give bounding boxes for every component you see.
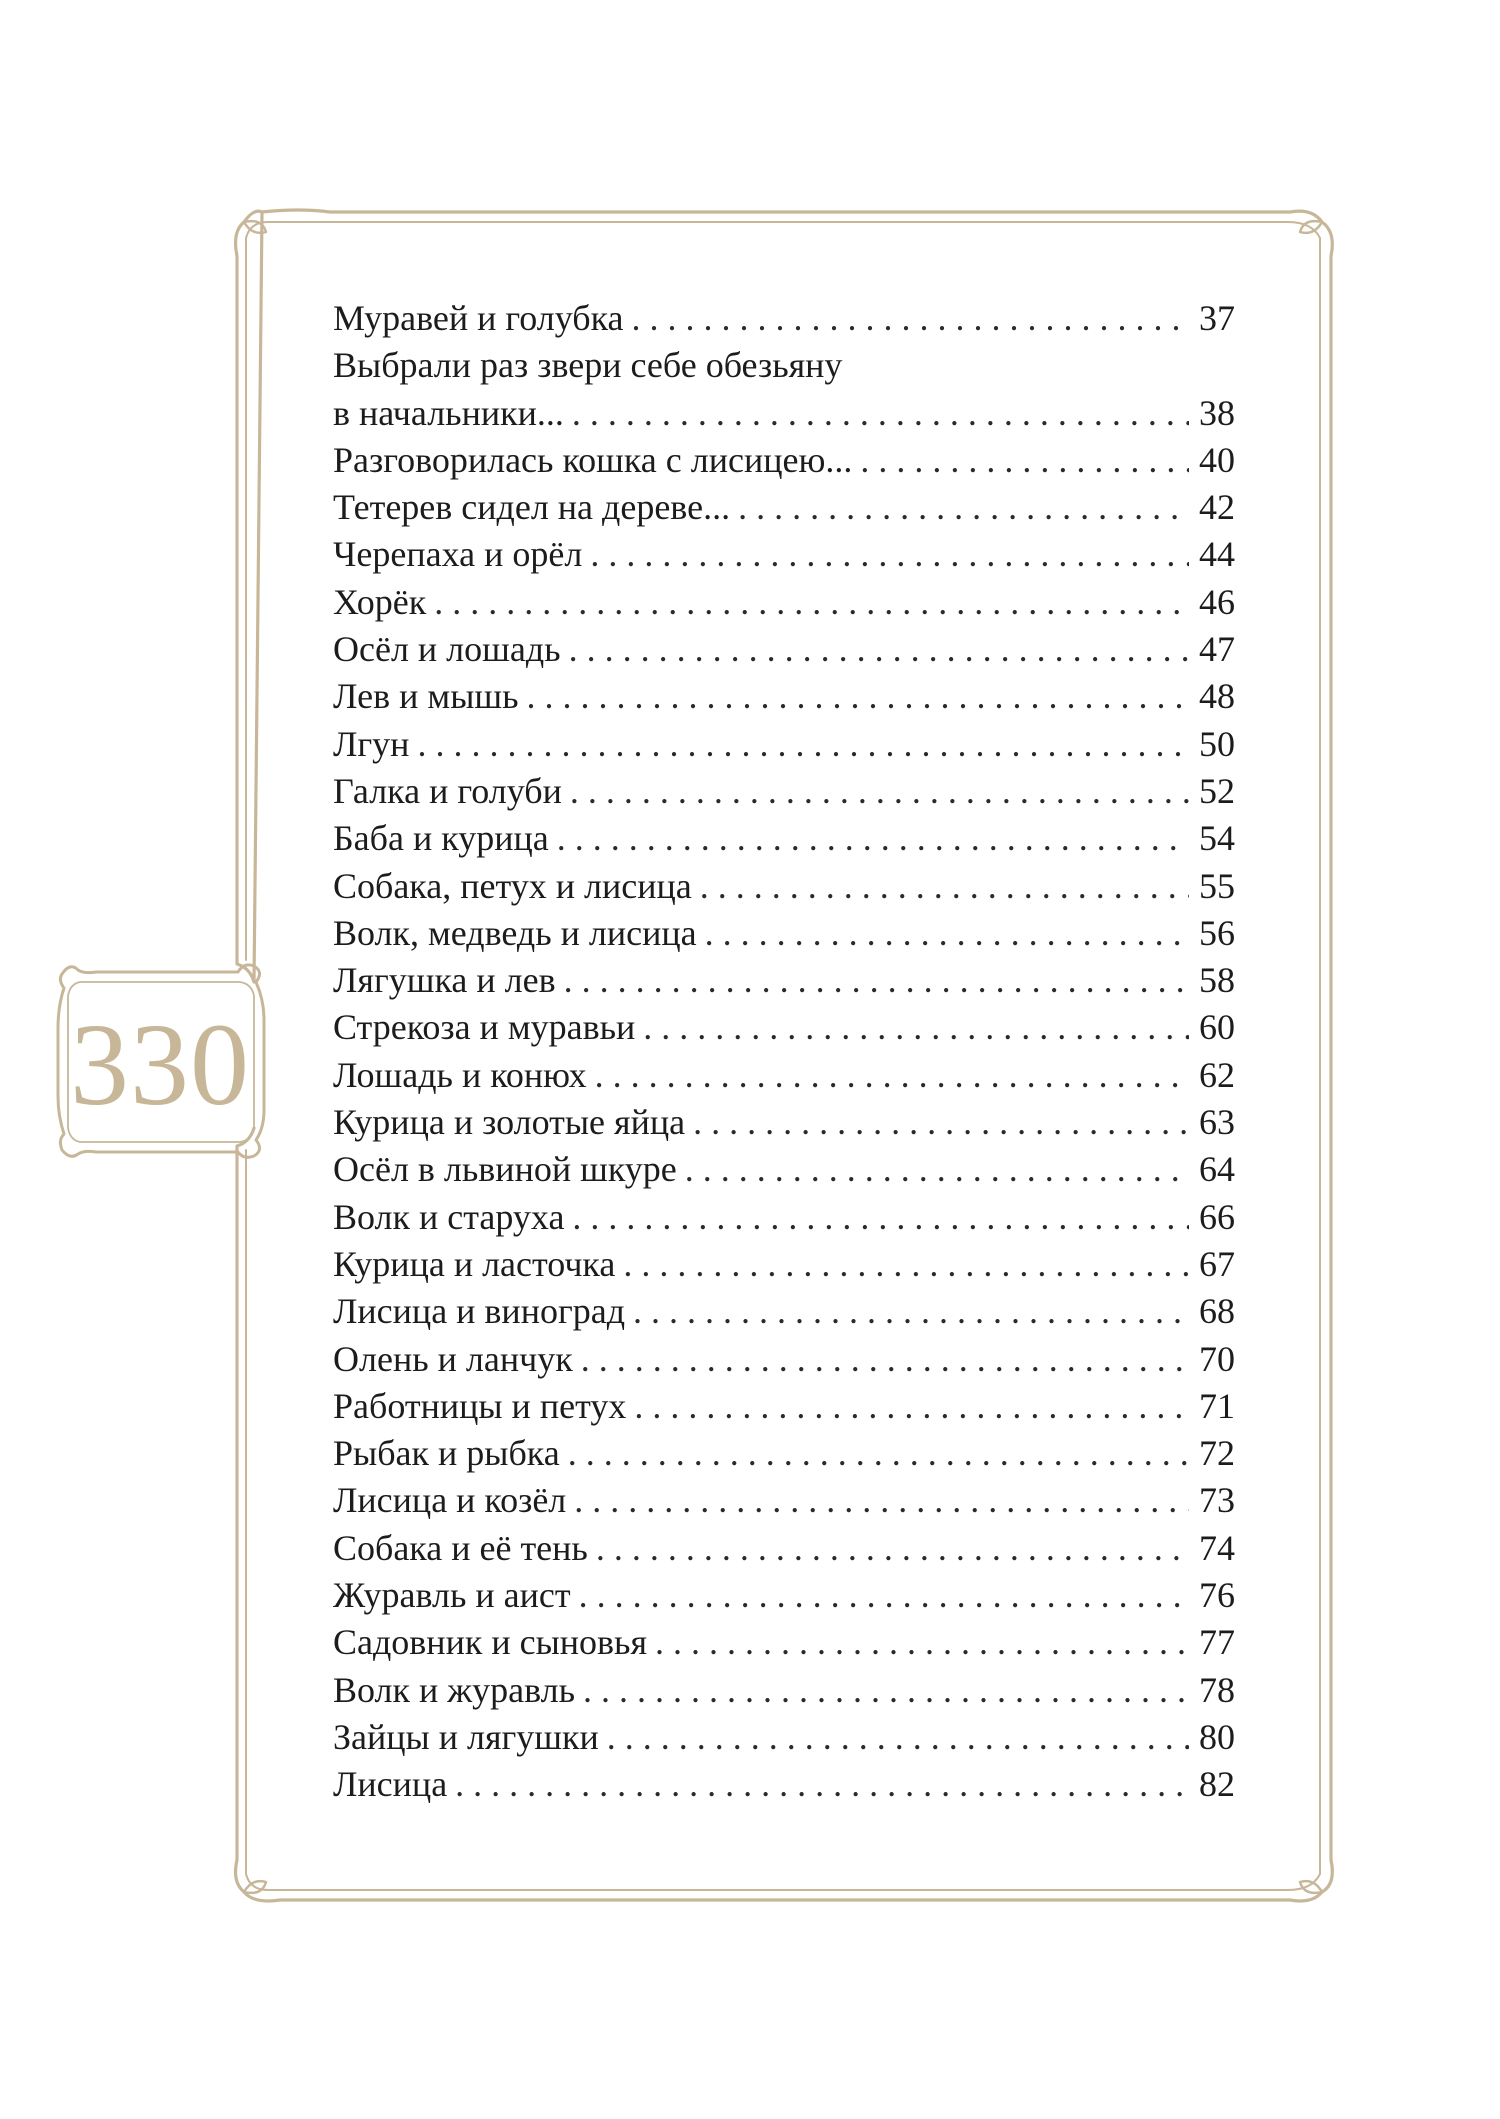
toc-entry-page: 56 <box>1199 912 1235 953</box>
toc-entry-page: 37 <box>1199 298 1235 338</box>
toc-entry-page: 70 <box>1199 1338 1235 1379</box>
toc-dot-leader <box>634 1383 1189 1430</box>
toc-entry[interactable] <box>333 1052 1235 1099</box>
toc-entry-title: Лев и мышь <box>333 676 519 717</box>
toc-entry-page: 64 <box>1199 1149 1235 1190</box>
toc-entry-title: Садовник и сыновья <box>333 1622 647 1663</box>
toc-entry[interactable] <box>333 910 1235 957</box>
page-number: 330 <box>70 999 250 1130</box>
toc-entry-page: 78 <box>1199 1669 1235 1710</box>
toc-dot-leader <box>417 721 1189 768</box>
toc-entry-title: Волк и старуха <box>333 1196 565 1237</box>
toc-entry[interactable] <box>333 1430 1235 1477</box>
toc-dot-leader <box>572 390 1189 437</box>
toc-entry-page: 73 <box>1199 1480 1235 1521</box>
toc-dot-leader <box>623 1241 1189 1288</box>
toc-entry-page: 72 <box>1199 1433 1235 1474</box>
toc-dot-leader <box>643 1004 1189 1051</box>
toc-entry-page: 47 <box>1199 629 1235 670</box>
toc-entry-page: 67 <box>1199 1243 1235 1284</box>
corner-flourish-br <box>1300 1881 1322 1893</box>
toc-entry-title: Лошадь и конюх <box>333 1054 587 1095</box>
toc-dot-leader <box>579 1572 1189 1619</box>
toc-entry-title: Курица и золотые яйца <box>333 1102 686 1143</box>
toc-entry-title: Тетерев сидел на дереве... <box>333 487 731 528</box>
toc-entry-page: 80 <box>1199 1716 1235 1757</box>
toc-entry-title: Разговорилась кошка с лисицею... <box>333 439 853 480</box>
toc-entry-title: Лисица и козёл <box>333 1480 567 1521</box>
toc-dot-leader <box>596 1525 1189 1572</box>
toc-dot-leader <box>693 1099 1189 1146</box>
toc-dot-leader <box>568 1430 1189 1477</box>
toc-entry-page: 46 <box>1199 581 1235 622</box>
toc-entry[interactable] <box>333 1619 1235 1666</box>
toc-entry-page: 58 <box>1199 960 1235 1001</box>
toc-dot-leader <box>590 531 1189 578</box>
toc-entry-title: Рыбак и рыбка <box>333 1433 560 1474</box>
toc-entry-page: 60 <box>1199 1007 1235 1048</box>
toc-entry-title: в начальники... <box>333 392 564 433</box>
toc-entry[interactable] <box>333 1288 1235 1335</box>
toc-entry-title-line1: Выбрали раз звери себе обезьяну <box>333 345 843 386</box>
toc-entry-title: Лисица и виноград <box>333 1291 626 1332</box>
toc-dot-leader <box>564 957 1189 1004</box>
toc-entry-page: 71 <box>1199 1385 1235 1426</box>
toc-entry-title: Журавль и аист <box>333 1575 571 1616</box>
toc-entry-page: 42 <box>1199 487 1235 528</box>
toc-entry-title: Лягушка и лев <box>333 960 556 1001</box>
toc-entry-page: 77 <box>1199 1622 1235 1663</box>
toc-entry[interactable] <box>333 531 1235 578</box>
toc-dot-leader <box>574 1477 1189 1524</box>
toc-dot-leader <box>655 1619 1189 1666</box>
toc-entry-title: Олень и ланчук <box>333 1338 573 1379</box>
toc-dot-leader <box>607 1714 1189 1761</box>
toc-entry[interactable] <box>333 1761 1235 1808</box>
toc-entry[interactable] <box>333 1336 1235 1383</box>
toc-dot-leader <box>557 815 1189 862</box>
toc-entry-title: Работницы и петух <box>333 1385 627 1426</box>
toc-entry-title: Хорёк <box>333 581 427 622</box>
toc-entry[interactable] <box>333 863 1235 910</box>
toc-entry[interactable] <box>333 673 1235 720</box>
toc-entry-page: 48 <box>1199 676 1235 717</box>
toc-entry-title: Муравей и голубка <box>333 298 624 338</box>
toc-entry[interactable] <box>333 1477 1235 1524</box>
toc-entry[interactable] <box>333 1241 1235 1288</box>
toc-entry-title: Черепаха и орёл <box>333 534 583 575</box>
toc-entry[interactable] <box>333 1572 1235 1619</box>
toc-entry-page: 66 <box>1199 1196 1235 1237</box>
toc-entry[interactable] <box>333 815 1235 862</box>
toc-entry-title: Стрекоза и муравьи <box>333 1007 636 1048</box>
toc-entry[interactable] <box>333 437 1235 484</box>
toc-entry-title: Волк, медведь и лисица <box>333 912 697 953</box>
toc-entry-title: Волк и журавль <box>333 1669 576 1710</box>
toc-entry[interactable] <box>333 484 1235 531</box>
toc-entry-page: 55 <box>1199 865 1235 906</box>
toc-entry-page: 40 <box>1199 439 1235 480</box>
toc-entry-page: 54 <box>1199 818 1235 859</box>
toc-entry[interactable] <box>333 1146 1235 1193</box>
toc-entry[interactable] <box>333 579 1235 626</box>
toc-entry-title: Лгун <box>333 723 410 764</box>
toc-entry-page: 50 <box>1199 723 1235 764</box>
toc-dot-leader <box>685 1146 1189 1193</box>
toc-entry[interactable] <box>333 295 1235 342</box>
toc-entry-title: Зайцы и лягушки <box>333 1716 599 1757</box>
toc-dot-leader <box>700 863 1189 910</box>
toc-entry-title: Курица и ласточка <box>333 1243 616 1284</box>
toc-entry-page: 62 <box>1199 1054 1235 1095</box>
toc-entry-title: Осёл и лошадь <box>333 629 561 670</box>
toc-dot-leader <box>455 1761 1189 1808</box>
toc-entry[interactable] <box>333 957 1235 1004</box>
toc-dot-leader <box>581 1336 1189 1383</box>
toc-dot-leader <box>569 626 1189 673</box>
toc-entry-page: 74 <box>1199 1527 1235 1568</box>
table-of-contents <box>333 295 1235 1809</box>
toc-dot-leader <box>595 1052 1189 1099</box>
toc-entry-title: Лисица <box>333 1764 448 1805</box>
toc-entry-title: Собака и её тень <box>333 1527 588 1568</box>
toc-entry[interactable] <box>333 1714 1235 1761</box>
toc-dot-leader <box>527 673 1189 720</box>
toc-dot-leader <box>434 579 1189 626</box>
toc-entry[interactable] <box>333 1383 1235 1430</box>
toc-entry-page: 82 <box>1199 1764 1235 1805</box>
toc-entry-title: Осёл в львиной шкуре <box>333 1149 677 1190</box>
toc-entry-page: 44 <box>1199 534 1235 575</box>
toc-entry-page: 68 <box>1199 1291 1235 1332</box>
toc-entry-page: 38 <box>1199 392 1235 433</box>
toc-entry-title: Галка и голуби <box>333 770 562 811</box>
toc-dot-leader <box>738 484 1189 531</box>
toc-entry-page: 52 <box>1199 770 1235 811</box>
toc-dot-leader <box>570 768 1189 815</box>
toc-entry[interactable] <box>333 1004 1235 1051</box>
toc-dot-leader <box>860 437 1189 484</box>
toc-dot-leader <box>632 295 1189 342</box>
toc-entry[interactable] <box>333 342 1235 437</box>
toc-entry[interactable] <box>333 721 1235 768</box>
toc-dot-leader <box>633 1288 1189 1335</box>
toc-dot-leader <box>572 1194 1189 1241</box>
toc-entry[interactable] <box>333 1099 1235 1146</box>
toc-entry[interactable] <box>333 1525 1235 1572</box>
toc-entry[interactable] <box>333 1667 1235 1714</box>
toc-entry-page: 63 <box>1199 1102 1235 1143</box>
toc-dot-leader <box>705 910 1189 957</box>
toc-entry[interactable] <box>333 626 1235 673</box>
toc-entry-page: 76 <box>1199 1575 1235 1616</box>
toc-entry[interactable] <box>333 768 1235 815</box>
toc-dot-leader <box>583 1667 1189 1714</box>
toc-entry[interactable] <box>333 1194 1235 1241</box>
toc-entry-title: Собака, петух и лисица <box>333 865 692 906</box>
toc-entry-title: Баба и курица <box>333 818 549 859</box>
